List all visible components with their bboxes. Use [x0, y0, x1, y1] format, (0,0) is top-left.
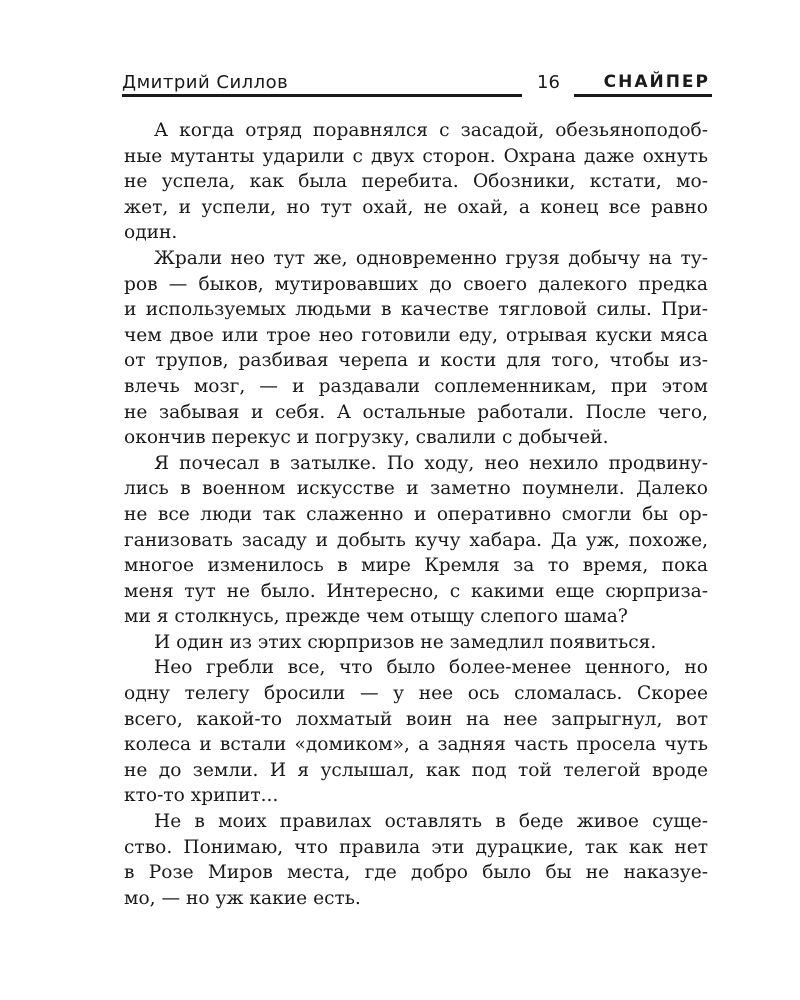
text-line: окончив перекус и погрузку, свалили с добычей. [124, 427, 609, 449]
header-rule-left [122, 94, 522, 97]
text-line: не забывая и себя. А остальные работали. После чего, [124, 401, 708, 423]
text-line: меня тут не было. Интересно, с какими еще сюрприза- [124, 580, 708, 602]
author-name: Дмитрий Силлов [122, 72, 289, 93]
paragraph-4 [124, 630, 708, 656]
text-line: ство. Понимаю, что правила эти дурацкие, так как нет [124, 836, 708, 858]
paragraph-3 [124, 451, 708, 630]
text-line: один. [124, 222, 178, 244]
text-line: не успела, как была перебита. Обозники, кстати, мо- [124, 171, 708, 193]
text-line: ров — быков, мутировавших до своего далекого предка [124, 273, 708, 295]
text-line: и используемых людьми в качестве тягловой силы. При- [124, 299, 708, 321]
text-line: Я почесал в затылке. По ходу, нео нехило продвину- [154, 452, 708, 474]
text-line: Жрали нео тут же, одновременно грузя добычу на ту- [154, 247, 708, 269]
text-line: одну телегу бросили — у нее ось сломалась. Скорее [124, 683, 708, 705]
text-line: чем двое или трое нео готовили еду, отрывая куски мяса [124, 324, 708, 346]
body-text [124, 118, 708, 911]
header-rule-right [574, 94, 712, 97]
text-line: колеса и встали «домиком», а задняя часть просела чуть [124, 734, 708, 756]
text-line: влечь мозг, — и раздавали соплеменникам, при этом [124, 375, 708, 397]
text-line: многое изменилось в мире Кремля за то время, пока [124, 555, 708, 577]
paragraph-1 [124, 118, 708, 246]
text-line: мо, — но уж какие есть. [124, 887, 361, 909]
text-line: ганизовать засаду и добыть кучу хабара. Да уж, похоже, [124, 529, 708, 551]
paragraph-5 [124, 655, 708, 809]
text-line: И один из этих сюрпризов не замедлил появиться. [154, 631, 657, 653]
text-line: ные мутанты ударили с двух сторон. Охрана даже охнуть [124, 145, 708, 167]
text-line: жет, и успели, но тут охай, не охай, а конец все равно [124, 196, 708, 218]
text-line: не все люди так слаженно и оперативно смогли бы ор- [124, 503, 708, 525]
paragraph-2 [124, 246, 708, 451]
page-number: 16 [537, 72, 560, 93]
text-line: Нео гребли все, что было более-менее ценного, но [154, 657, 708, 679]
text-line: в Розе Миров места, где добро было бы не наказуе- [124, 862, 708, 884]
paragraph-6 [124, 809, 708, 911]
text-line: А когда отряд поравнялся с засадой, обезьяноподоб- [154, 120, 708, 141]
text-line: от трупов, разбивая черепа и кости для того, чтобы из- [124, 350, 708, 372]
text-line: лись в военном искусстве и заметно поумнели. Далеко [124, 478, 708, 500]
running-header [122, 70, 712, 98]
text-line: всего, какой-то лохматый воин на нее запрыгнул, вот [124, 708, 708, 730]
series-title: СНАЙПЕР [603, 72, 710, 92]
text-line: ми я столкнусь, прежде чем отыщу слепого шама? [124, 606, 628, 628]
text-line: Не в моих правилах оставлять в беде живое суще- [154, 811, 708, 833]
text-line: не до земли. И я услышал, как под той телегой вроде [124, 759, 708, 781]
text-line: кто-то хрипит... [124, 785, 279, 807]
